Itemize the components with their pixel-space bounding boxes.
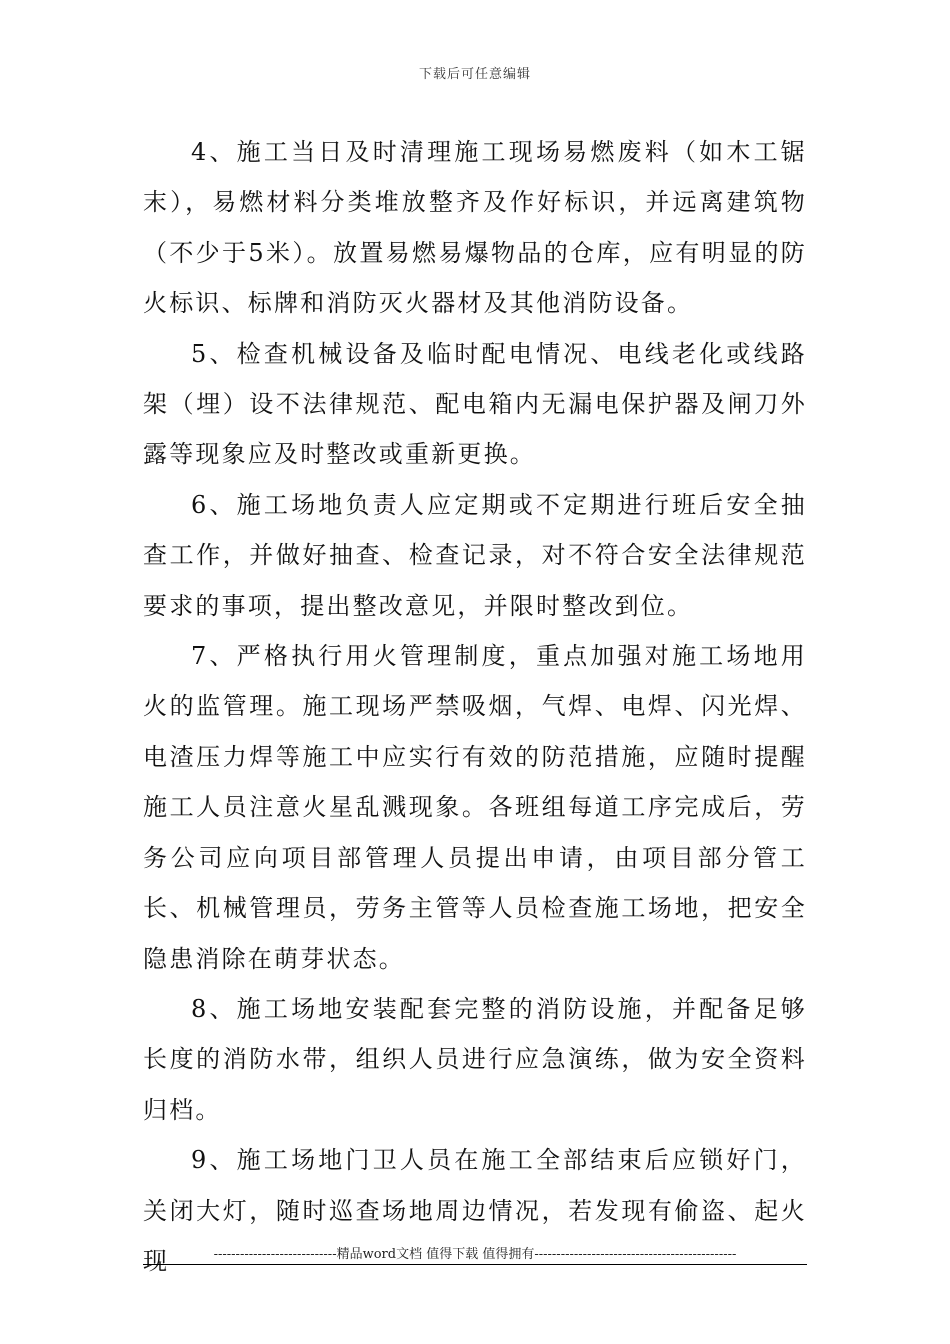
paragraph-item-6: 6、施工场地负责人应定期或不定期进行班后安全抽查工作，并做好抽查、检查记录，对不符合安全法律规范要求的事项，提出整改意见，并限时整改到位。: [143, 490, 807, 620]
document-body: [143, 127, 807, 1286]
paragraph-item-9: 9、施工场地门卫人员在施工全部结束后应锁好门，关闭大灯，随时巡查场地周边情况，若发现有偷盗、起火现: [143, 1146, 807, 1275]
paragraph-item-7: 7、严格执行用火管理制度，重点加强对施工场地用火的监管理。施工现场严禁吸烟，气焊、电焊、闪光焊、电渣压力焊等施工中应实行有效的防范措施，应随时提醒施工人员注意火星乱溅现象。各班组每道工序完成后，劳务公司应向项目部管理人员提出申请，由项目部分管工长、机械管理员，劳务主管等人员检查施工场地，把安全隐患消除在萌芽状态。: [143, 642, 807, 973]
page-header-note: 下载后可任意编辑: [418, 67, 531, 82]
paragraph-item-4: 4、施工当日及时清理施工现场易燃废料（如木工锯末），易燃材料分类堆放整齐及作好标识，并远离建筑物（不少于5米）。放置易燃易爆物品的仓库，应有明显的防火标识、标牌和消防灭火器材及其他消防设备。: [143, 138, 807, 318]
paragraph-item-8: 8、施工场地安装配套完整的消防设施，并配备足够长度的消防水带，组织人员进行应急演练，做为安全资料归档。: [143, 994, 807, 1124]
footer-divider: [143, 1264, 807, 1265]
page-footer-note: ----------------------------精品word文档 值得下载 值得拥有----------------------------------------------: [213, 1247, 737, 1262]
paragraph-item-5: 5、检查机械设备及临时配电情况、电线老化或线路架（埋）设不法律规范、配电箱内无漏电保护器及闸刀外露等现象应及时整改或重新更换。: [143, 339, 807, 469]
